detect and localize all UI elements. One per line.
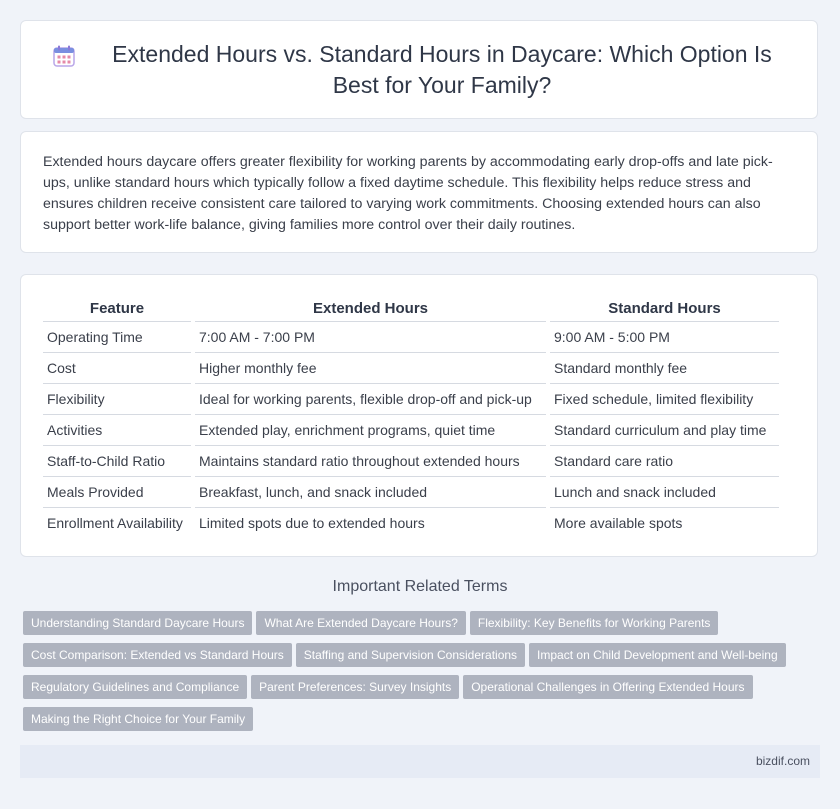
standard-cell: Standard curriculum and play time [550, 415, 779, 446]
table-row [43, 446, 779, 477]
related-term-tag[interactable]: Cost Comparison: Extended vs Standard Hours [23, 643, 292, 667]
standard-cell: More available spots [554, 515, 683, 531]
extended-cell: Limited spots due to extended hours [199, 515, 425, 531]
table-row [43, 322, 779, 353]
footer-brand[interactable]: bizdif.com [755, 754, 810, 768]
intro-paragraph: Extended hours daycare offers greater flexibility for working parents by accommodating early drop-offs and late pick-ups, unlike standard hours which typically follow a fixed daytime schedule. This flexibility helps reduce stress and ensures children receive consistent care tailored to varying work commitments. Choosing extended hours can also support better work-life balance, giving families more control over their daily routines. [43, 154, 773, 233]
comparison-table [39, 295, 783, 538]
feature-cell: Cost [43, 353, 191, 384]
calendar-icon [51, 43, 77, 69]
related-term-tag[interactable]: Staffing and Supervision Considerations [296, 643, 525, 667]
related-term-tag[interactable]: What Are Extended Daycare Hours? [256, 611, 465, 635]
table-row [43, 384, 779, 415]
table-row [43, 415, 779, 446]
feature-cell: Operating Time [43, 322, 191, 353]
title-card [20, 20, 818, 119]
related-term-tag[interactable]: Impact on Child Development and Well-being [529, 643, 786, 667]
table-row [43, 508, 779, 538]
standard-cell: Standard monthly fee [550, 353, 779, 384]
standard-cell: Standard care ratio [550, 446, 779, 477]
related-term-tag[interactable]: Making the Right Choice for Your Family [23, 707, 253, 731]
header-standard-hours: Standard Hours [550, 295, 779, 322]
feature-cell: Meals Provided [43, 477, 191, 508]
intro-card [20, 131, 818, 253]
extended-cell: Breakfast, lunch, and snack included [195, 477, 546, 508]
related-term-tag[interactable]: Understanding Standard Daycare Hours [23, 611, 252, 635]
extended-cell: Higher monthly fee [195, 353, 546, 384]
related-terms-heading: Important Related Terms [332, 578, 508, 595]
feature-cell: Staff-to-Child Ratio [43, 446, 191, 477]
standard-cell: 9:00 AM - 5:00 PM [550, 322, 779, 353]
standard-cell: Fixed schedule, limited flexibility [550, 384, 779, 415]
footer [20, 745, 820, 778]
table-row [43, 477, 779, 508]
header-extended-hours: Extended Hours [195, 295, 546, 322]
header-feature: Feature [43, 295, 191, 322]
extended-cell: Ideal for working parents, flexible drop-off and pick-up [195, 384, 546, 415]
related-term-tag[interactable]: Flexibility: Key Benefits for Working Parents [470, 611, 719, 635]
extended-cell: Maintains standard ratio throughout extended hours [195, 446, 546, 477]
page-title: Extended Hours vs. Standard Hours in Daycare: Which Option Is Best for Your Family? [112, 40, 772, 98]
related-terms-list [23, 611, 823, 739]
related-term-tag[interactable]: Parent Preferences: Survey Insights [251, 675, 459, 699]
related-term-tag[interactable]: Regulatory Guidelines and Compliance [23, 675, 247, 699]
extended-cell: 7:00 AM - 7:00 PM [195, 322, 546, 353]
table-header-row [43, 295, 779, 322]
extended-cell: Extended play, enrichment programs, quiet time [195, 415, 546, 446]
feature-cell: Flexibility [43, 384, 191, 415]
feature-cell: Enrollment Availability [47, 515, 183, 531]
comparison-card [20, 274, 818, 557]
standard-cell: Lunch and snack included [550, 477, 779, 508]
feature-cell: Activities [43, 415, 191, 446]
table-row [43, 353, 779, 384]
related-term-tag[interactable]: Operational Challenges in Offering Extended Hours [463, 675, 752, 699]
